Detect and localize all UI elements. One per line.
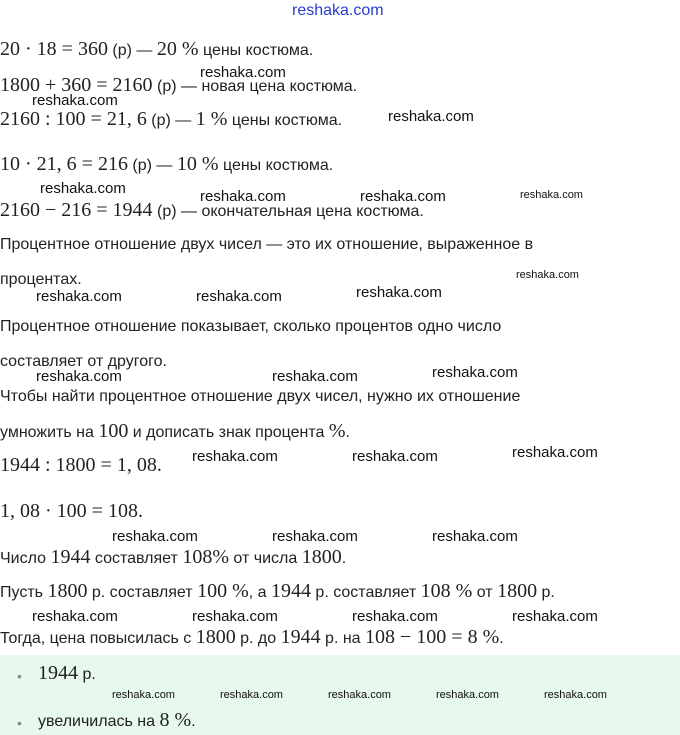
watermark: reshaka.com	[328, 689, 391, 701]
rule-line-2: умножить на 100 и дописать знак процента %.	[0, 420, 350, 442]
watermark: reshaka.com	[512, 608, 598, 625]
watermark: reshaka.com	[512, 444, 598, 461]
watermark: reshaka.com	[32, 92, 118, 109]
watermark: reshaka.com	[352, 608, 438, 625]
answer-item-2: увеличилась на 8 %.	[38, 709, 196, 731]
math-expression: 2160 : 100 = 21, 6	[0, 108, 147, 130]
math-expression: 20 · 18 = 360	[0, 38, 108, 60]
math-expression: 1800 + 360 = 2160	[0, 74, 153, 96]
answer-item-1: 1944 р.	[38, 662, 96, 684]
watermark: reshaka.com	[432, 364, 518, 381]
watermark: reshaka.com	[36, 288, 122, 305]
conclusion-line-1: Число 1944 составляет 108% от числа 1800.	[0, 546, 347, 568]
calculation-2: 1, 08 · 100 = 108.	[0, 500, 143, 522]
watermark: reshaka.com	[200, 64, 286, 81]
watermark: reshaka.com	[40, 180, 126, 197]
watermark: reshaka.com	[200, 188, 286, 205]
watermark: reshaka.com	[388, 108, 474, 125]
watermark: reshaka.com	[356, 284, 442, 301]
definition-line-2: процентах.	[0, 271, 82, 288]
rule-line-1: Чтобы найти процентное отношение двух чисел, нужно их отношение	[0, 388, 521, 405]
watermark: reshaka.com	[272, 528, 358, 545]
watermark: reshaka.com	[220, 689, 283, 701]
watermark: reshaka.com	[544, 689, 607, 701]
watermark: reshaka.com	[436, 689, 499, 701]
watermark: reshaka.com	[192, 608, 278, 625]
watermark: reshaka.com	[36, 368, 122, 385]
site-watermark-top[interactable]: reshaka.com	[292, 2, 384, 19]
watermark: reshaka.com	[352, 448, 438, 465]
watermark: reshaka.com	[520, 189, 583, 201]
math-expression: 2160 − 216 = 1944	[0, 199, 153, 221]
watermark: reshaka.com	[112, 689, 175, 701]
calculation-1: 1944 : 1800 = 1, 08.	[0, 454, 162, 476]
solution-line-2: 1800 + 360 = 2160 (р) — новая цена костюма.	[0, 74, 358, 96]
watermark: reshaka.com	[272, 368, 358, 385]
solution-line-3: 2160 : 100 = 21, 6 (р) — 1 % цены костюма.	[0, 108, 343, 130]
definition-line-1: Процентное отношение двух чисел — это их отношение, выраженное в	[0, 236, 534, 253]
watermark: reshaka.com	[432, 528, 518, 545]
solution-line-4: 10 · 21, 6 = 216 (р) — 10 % цены костюма.	[0, 153, 334, 175]
watermark: reshaka.com	[112, 528, 198, 545]
conclusion-line-3: Тогда, цена повысилась с 1800 р. до 1944 р. на 108 − 100 = 8 %.	[0, 626, 504, 648]
explanation-line-2: составляет от другого.	[0, 353, 167, 370]
watermark: reshaka.com	[192, 448, 278, 465]
bullet-icon: •	[17, 715, 22, 731]
watermark: reshaka.com	[196, 288, 282, 305]
solution-line-5: 2160 − 216 = 1944 (р) — окончательная цена костюма.	[0, 199, 424, 221]
solution-line-1: 20 · 18 = 360 (р) — 20 % цены костюма.	[0, 38, 314, 60]
watermark: reshaka.com	[32, 608, 118, 625]
watermark: reshaka.com	[516, 269, 579, 281]
conclusion-line-2: Пусть 1800 р. составляет 100 %, а 1944 р. составляет 108 % от 1800 р.	[0, 580, 555, 602]
math-expression: 10 · 21, 6 = 216	[0, 153, 128, 175]
explanation-line-1: Процентное отношение показывает, сколько процентов одно число	[0, 318, 502, 335]
watermark: reshaka.com	[360, 188, 446, 205]
bullet-icon: •	[17, 668, 22, 684]
